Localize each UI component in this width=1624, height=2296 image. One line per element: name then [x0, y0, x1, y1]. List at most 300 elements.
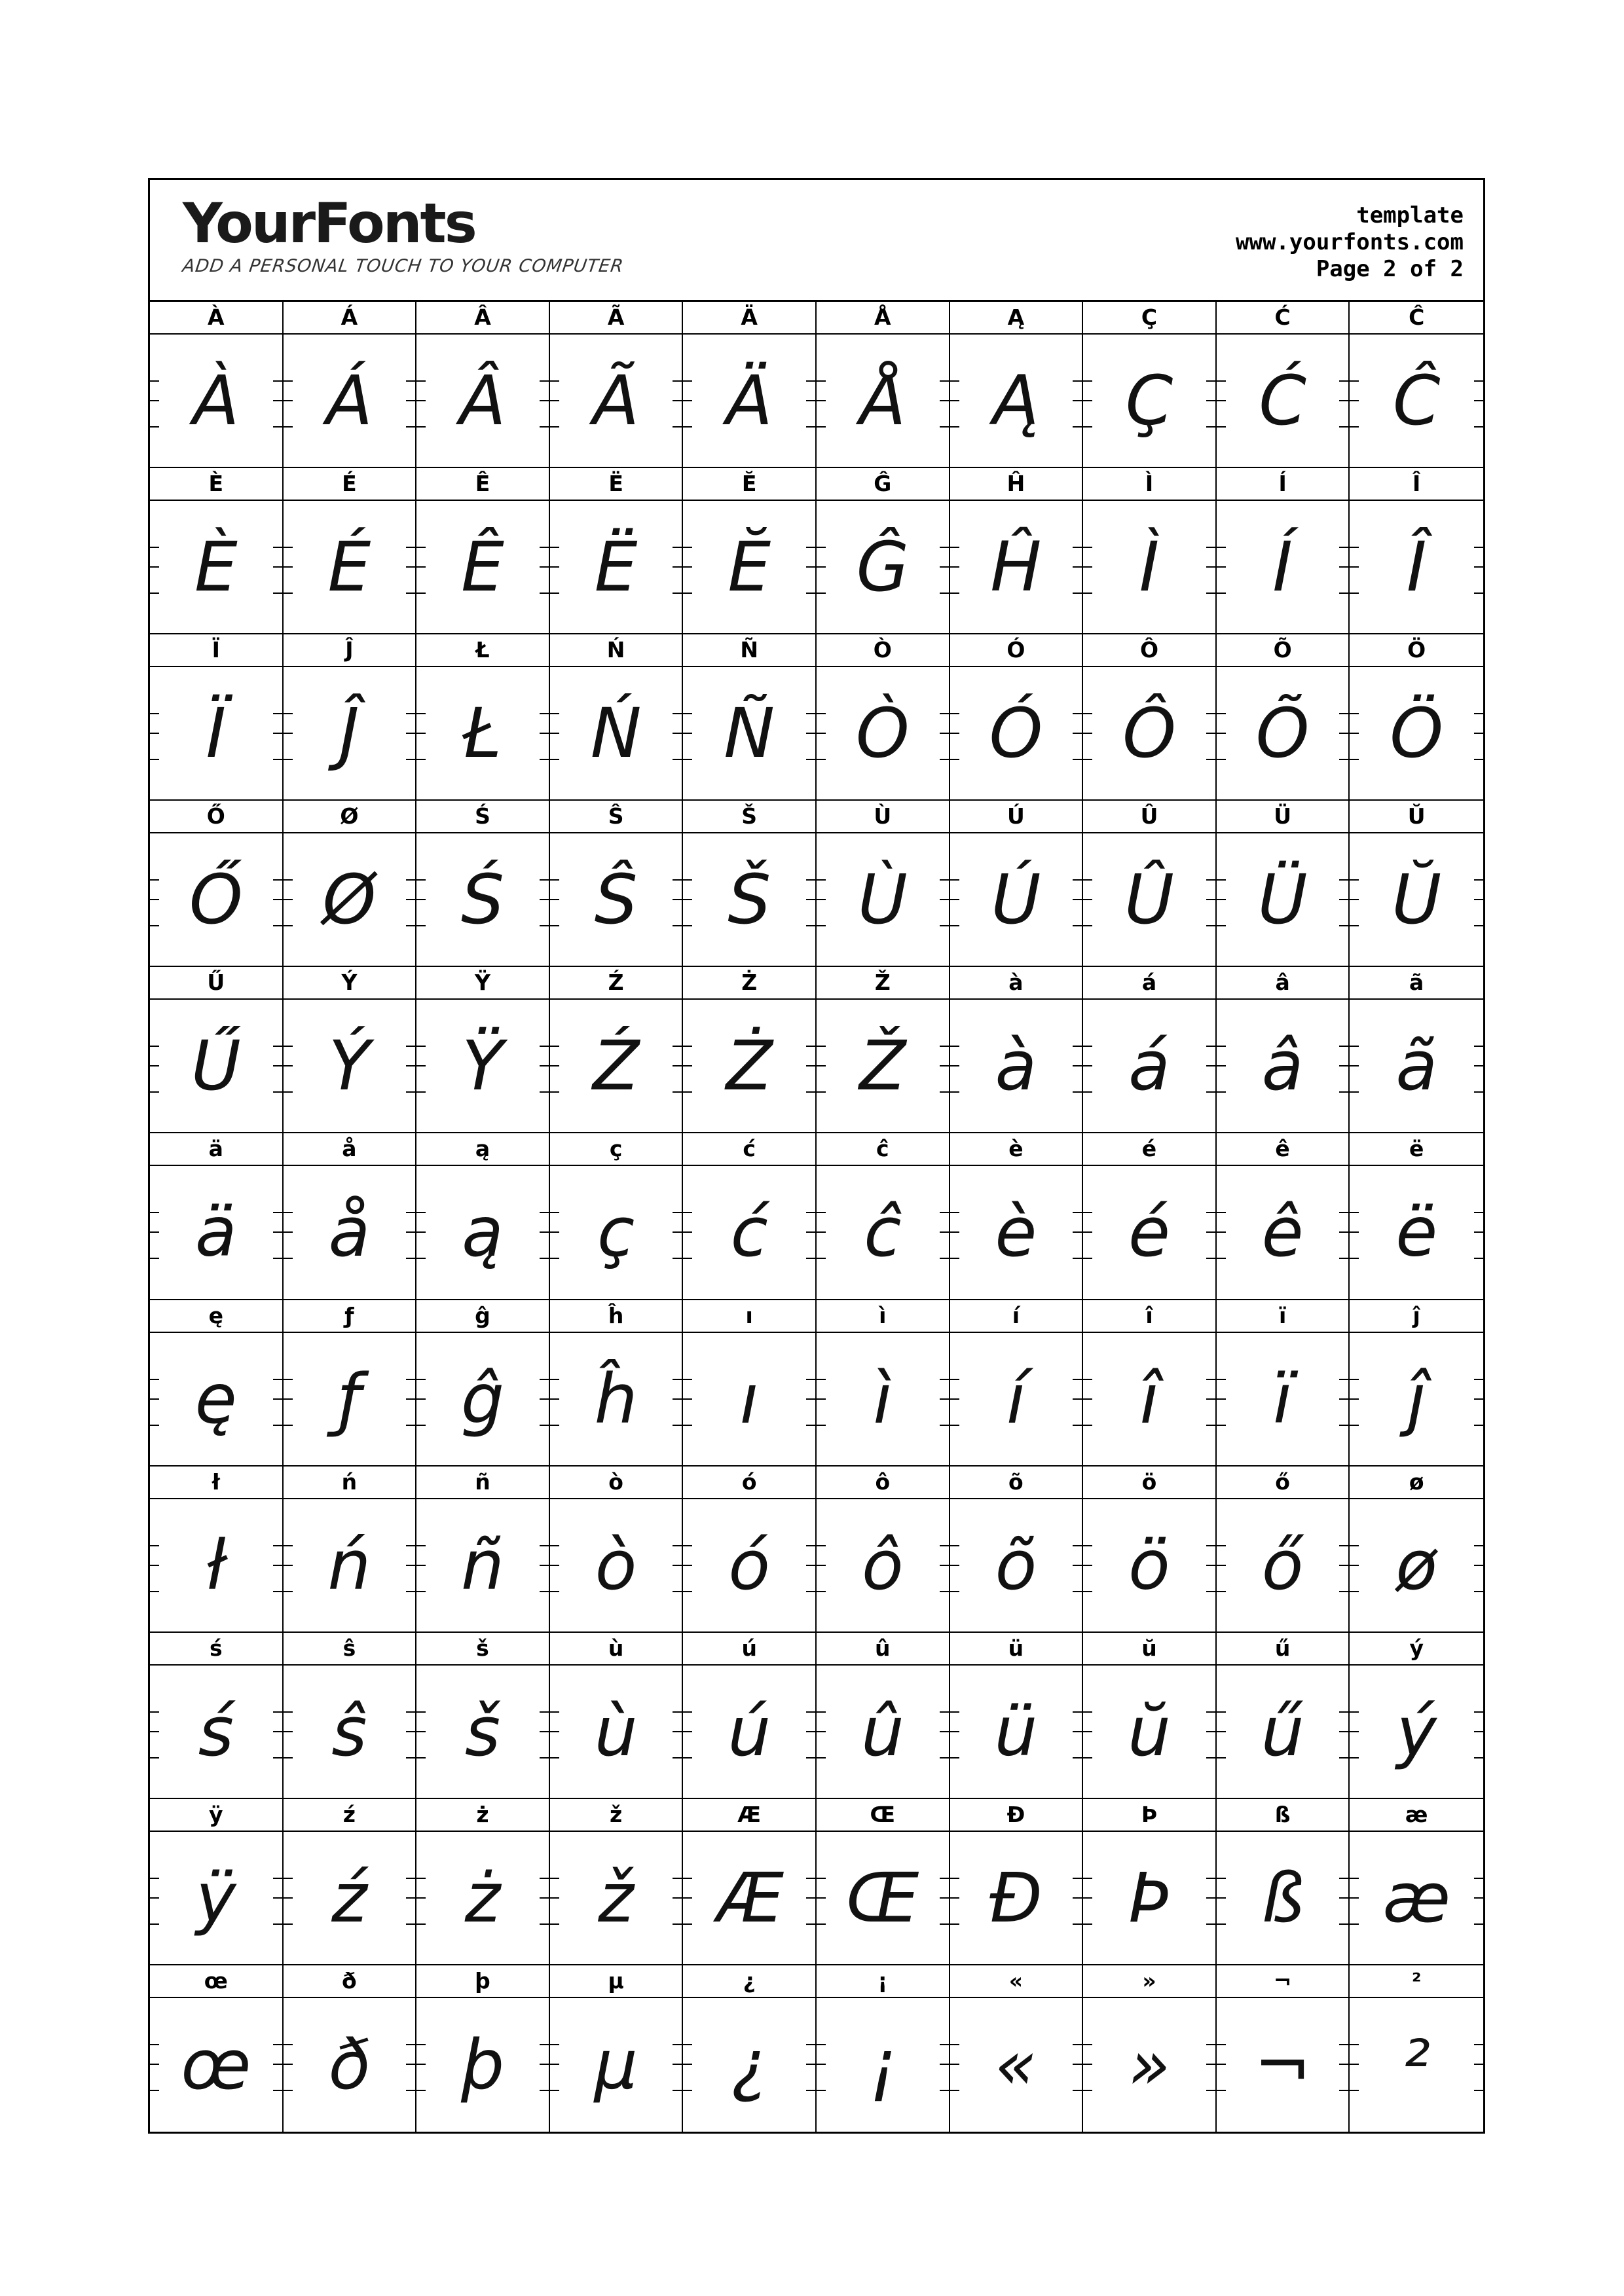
guide-tick	[1083, 1545, 1092, 1546]
character-glyph: Í	[1272, 527, 1293, 608]
guide-tick	[817, 1258, 826, 1259]
guide-tick	[683, 400, 692, 401]
guide-tick	[1474, 1065, 1483, 1066]
guide-tick	[673, 400, 682, 401]
guide-tick	[1083, 1878, 1092, 1879]
guide-tick	[683, 899, 692, 900]
guide-tick	[416, 1545, 426, 1546]
guide-tick	[1073, 566, 1082, 568]
guide-tick	[1474, 2064, 1483, 2065]
guide-tick	[1339, 1711, 1348, 1713]
guide-tick	[673, 1545, 682, 1546]
guide-tick	[1206, 1091, 1215, 1093]
guide-tick	[1350, 2090, 1359, 2091]
guide-tick	[1206, 899, 1215, 900]
guide-tick	[806, 899, 815, 900]
guide-tick	[673, 1897, 682, 1899]
character-label: ś	[150, 1633, 282, 1666]
character-label: Ĕ	[683, 468, 815, 501]
guide-tick	[150, 1379, 159, 1380]
guide-tick	[406, 566, 415, 568]
guide-tick	[817, 899, 826, 900]
guide-tick	[1073, 592, 1082, 594]
character-cell	[1083, 1799, 1217, 1965]
character-cell	[550, 634, 684, 801]
guide-tick	[683, 1897, 692, 1899]
guide-tick	[1217, 1565, 1226, 1566]
character-label: Ĉ	[1350, 302, 1483, 335]
character-cell	[550, 1799, 684, 1965]
guide-tick	[406, 1897, 415, 1899]
guide-tick	[550, 566, 559, 568]
guide-tick	[950, 1711, 959, 1713]
guide-tick	[550, 713, 559, 714]
guide-tick	[540, 713, 549, 714]
character-glyph: Ż	[726, 1026, 773, 1106]
guide-tick	[1217, 1231, 1226, 1233]
guide-tick	[1339, 1757, 1348, 1758]
guide-tick	[273, 1923, 282, 1925]
guide-tick	[273, 1757, 282, 1758]
guide-tick	[1073, 2090, 1082, 2091]
guide-tick	[673, 566, 682, 568]
guide-tick	[1206, 1757, 1215, 1758]
character-glyph: ź	[331, 1857, 367, 1938]
character-label: Š	[683, 801, 815, 833]
character-cell	[416, 634, 550, 801]
guide-tick	[540, 1711, 549, 1713]
guide-tick	[673, 1065, 682, 1066]
character-label: ñ	[416, 1467, 549, 1499]
character-cell	[950, 634, 1084, 801]
guide-tick	[817, 1231, 826, 1233]
guide-tick	[1339, 899, 1348, 900]
guide-tick	[284, 1897, 293, 1899]
character-label: É	[284, 468, 416, 501]
guide-tick	[150, 1091, 159, 1093]
guide-tick	[1206, 2044, 1215, 2045]
guide-tick	[284, 1046, 293, 1047]
guide-tick	[416, 2044, 426, 2045]
guide-tick	[683, 733, 692, 734]
guide-tick	[406, 1565, 415, 1566]
character-cell	[683, 302, 817, 468]
character-cell	[683, 634, 817, 801]
guide-tick	[273, 2090, 282, 2091]
guide-tick	[416, 1878, 426, 1879]
guide-tick	[806, 1591, 815, 1592]
guide-tick	[406, 899, 415, 900]
guide-tick	[683, 1212, 692, 1213]
character-cell	[950, 967, 1084, 1133]
character-label: Ž	[817, 967, 949, 1000]
character-label: Ż	[683, 967, 815, 1000]
character-label: ó	[683, 1467, 815, 1499]
character-cell	[150, 634, 284, 801]
guide-tick	[1474, 2044, 1483, 2045]
guide-tick	[550, 1757, 559, 1758]
character-cell	[284, 967, 417, 1133]
guide-tick	[150, 1591, 159, 1592]
guide-tick	[673, 1923, 682, 1925]
guide-tick	[1217, 592, 1226, 594]
guide-tick	[284, 713, 293, 714]
character-cell	[1350, 801, 1483, 967]
character-glyph: ĝ	[460, 1358, 504, 1439]
character-label: õ	[950, 1467, 1082, 1499]
guide-tick	[950, 1046, 959, 1047]
guide-tick	[273, 1231, 282, 1233]
guide-tick	[273, 1711, 282, 1713]
guide-tick	[273, 1379, 282, 1380]
guide-tick	[540, 1379, 549, 1380]
character-glyph: þ	[460, 2024, 504, 2105]
character-cell	[284, 1467, 417, 1633]
character-glyph: ø	[1395, 1525, 1438, 1605]
character-glyph: ő	[1261, 1525, 1304, 1605]
character-cell	[817, 1300, 950, 1467]
guide-tick	[550, 1878, 559, 1879]
guide-tick	[550, 1091, 559, 1093]
guide-tick	[950, 713, 959, 714]
character-glyph: Ś	[460, 860, 504, 940]
character-cell	[1083, 1965, 1217, 2132]
guide-tick	[1339, 759, 1348, 760]
guide-tick	[817, 733, 826, 734]
guide-tick	[550, 1231, 559, 1233]
character-label: ø	[1350, 1467, 1483, 1499]
character-glyph: ć	[730, 1192, 768, 1273]
guide-tick	[1350, 380, 1359, 382]
character-label: ŝ	[284, 1633, 416, 1666]
guide-tick	[817, 1591, 826, 1592]
guide-tick	[1083, 426, 1092, 428]
character-label: Ÿ	[416, 967, 549, 1000]
character-cell	[416, 1633, 550, 1799]
character-cell	[1217, 468, 1350, 634]
guide-tick	[940, 1878, 949, 1879]
guide-tick	[1339, 2064, 1348, 2065]
character-glyph: ó	[728, 1525, 771, 1605]
guide-tick	[1206, 2064, 1215, 2065]
character-glyph: ì	[873, 1358, 893, 1439]
guide-tick	[540, 547, 549, 548]
character-label: Đ	[950, 1799, 1082, 1832]
guide-tick	[940, 1258, 949, 1259]
character-label: ú	[683, 1633, 815, 1666]
guide-tick	[940, 1591, 949, 1592]
guide-tick	[273, 592, 282, 594]
character-glyph: ą	[462, 1192, 504, 1273]
guide-tick	[1217, 1923, 1226, 1925]
guide-tick	[683, 1046, 692, 1047]
guide-tick	[806, 566, 815, 568]
guide-tick	[950, 1591, 959, 1592]
guide-tick	[406, 400, 415, 401]
character-glyph: æ	[1382, 1857, 1450, 1938]
character-label: Ű	[150, 967, 282, 1000]
character-label: Ã	[550, 302, 682, 335]
guide-tick	[1217, 2090, 1226, 2091]
guide-tick	[673, 1379, 682, 1380]
guide-tick	[1217, 547, 1226, 548]
guide-tick	[1206, 1565, 1215, 1566]
character-glyph: ë	[1395, 1192, 1438, 1273]
guide-tick	[806, 1231, 815, 1233]
character-cell	[150, 1467, 284, 1633]
guide-tick	[673, 899, 682, 900]
guide-tick	[1474, 899, 1483, 900]
guide-tick	[1474, 1923, 1483, 1925]
character-glyph: Û	[1124, 860, 1175, 940]
template-label: template	[1356, 202, 1464, 228]
guide-tick	[273, 1065, 282, 1066]
character-label: ð	[284, 1965, 416, 1998]
character-cell	[550, 1965, 684, 2132]
guide-tick	[817, 2090, 826, 2091]
guide-tick	[540, 759, 549, 760]
guide-tick	[683, 879, 692, 881]
character-label: ź	[284, 1799, 416, 1832]
character-glyph: è	[995, 1192, 1037, 1273]
character-glyph: ƒ	[337, 1358, 361, 1439]
guide-tick	[1073, 380, 1082, 382]
guide-tick	[817, 1046, 826, 1047]
character-cell	[1217, 1467, 1350, 1633]
guide-tick	[806, 1878, 815, 1879]
guide-tick	[1350, 1231, 1359, 1233]
guide-tick	[406, 1065, 415, 1066]
guide-tick	[1217, 899, 1226, 900]
guide-tick	[284, 1545, 293, 1546]
guide-tick	[950, 1897, 959, 1899]
character-glyph: Î	[1406, 527, 1427, 608]
guide-tick	[1073, 1258, 1082, 1259]
character-cell	[950, 302, 1084, 468]
character-cell	[284, 1133, 417, 1300]
character-label: ê	[1217, 1133, 1349, 1166]
character-label: ű	[1217, 1633, 1349, 1666]
guide-tick	[1339, 566, 1348, 568]
character-label: Ç	[1083, 302, 1215, 335]
guide-tick	[1083, 1231, 1092, 1233]
guide-tick	[683, 1231, 692, 1233]
character-label: ã	[1350, 967, 1483, 1000]
guide-tick	[416, 1425, 426, 1426]
guide-tick	[1073, 1091, 1082, 1093]
guide-tick	[673, 1046, 682, 1047]
character-cell	[416, 1133, 550, 1300]
guide-tick	[950, 1923, 959, 1925]
guide-tick	[1217, 1878, 1226, 1879]
guide-tick	[273, 426, 282, 428]
character-glyph: ê	[1261, 1192, 1304, 1273]
guide-tick	[1350, 566, 1359, 568]
character-cell	[550, 1300, 684, 1467]
guide-tick	[817, 1379, 826, 1380]
guide-tick	[550, 592, 559, 594]
guide-tick	[1073, 713, 1082, 714]
guide-tick	[550, 1591, 559, 1592]
character-cell	[817, 302, 950, 468]
character-glyph: ž	[598, 1857, 634, 1938]
character-label: ô	[817, 1467, 949, 1499]
character-cell	[550, 468, 684, 634]
character-cell	[1083, 1300, 1217, 1467]
guide-tick	[1350, 1591, 1359, 1592]
character-label: À	[150, 302, 282, 335]
guide-tick	[406, 380, 415, 382]
guide-tick	[683, 1425, 692, 1426]
character-glyph: Ł	[463, 693, 502, 774]
character-glyph: Å	[859, 361, 906, 441]
guide-tick	[150, 1565, 159, 1566]
guide-tick	[406, 1923, 415, 1925]
guide-tick	[806, 759, 815, 760]
character-label: ù	[550, 1633, 682, 1666]
guide-tick	[273, 1545, 282, 1546]
character-label: î	[1083, 1300, 1215, 1333]
guide-tick	[1350, 713, 1359, 714]
guide-tick	[1206, 1046, 1215, 1047]
guide-tick	[673, 2090, 682, 2091]
guide-tick	[1350, 1923, 1359, 1925]
guide-tick	[406, 2044, 415, 2045]
guide-tick	[540, 1897, 549, 1899]
guide-tick	[940, 1046, 949, 1047]
guide-tick	[273, 1091, 282, 1093]
guide-tick	[1206, 1923, 1215, 1925]
guide-tick	[1350, 1897, 1359, 1899]
character-glyph: Ń	[590, 693, 642, 774]
guide-tick	[273, 879, 282, 881]
guide-tick	[1474, 713, 1483, 714]
character-label: Ź	[550, 967, 682, 1000]
character-glyph: À	[193, 361, 240, 441]
guide-tick	[1073, 1878, 1082, 1879]
guide-tick	[284, 1379, 293, 1380]
guide-tick	[406, 1731, 415, 1732]
guide-tick	[406, 426, 415, 428]
guide-tick	[284, 1425, 293, 1426]
guide-tick	[817, 1091, 826, 1093]
guide-tick	[940, 1545, 949, 1546]
guide-tick	[817, 1731, 826, 1732]
guide-tick	[273, 400, 282, 401]
guide-tick	[683, 925, 692, 926]
guide-tick	[1206, 1425, 1215, 1426]
guide-tick	[1350, 2064, 1359, 2065]
character-label: Å	[817, 302, 949, 335]
guide-tick	[1217, 1545, 1226, 1546]
guide-tick	[1083, 592, 1092, 594]
character-glyph: š	[464, 1691, 501, 1772]
guide-tick	[1206, 733, 1215, 734]
character-label: ¡	[817, 1965, 949, 1998]
guide-tick	[1206, 925, 1215, 926]
character-label: Â	[416, 302, 549, 335]
character-cell	[550, 967, 684, 1133]
guide-tick	[1339, 1923, 1348, 1925]
guide-tick	[1474, 1711, 1483, 1713]
guide-tick	[273, 1212, 282, 1213]
guide-tick	[673, 1731, 682, 1732]
guide-tick	[1217, 566, 1226, 568]
guide-tick	[817, 713, 826, 714]
guide-tick	[1217, 713, 1226, 714]
guide-tick	[550, 1923, 559, 1925]
character-label: ŭ	[1083, 1633, 1215, 1666]
guide-tick	[1474, 879, 1483, 881]
guide-tick	[673, 1212, 682, 1213]
guide-tick	[150, 1398, 159, 1400]
character-glyph: Ê	[461, 527, 504, 608]
guide-tick	[817, 759, 826, 760]
guide-tick	[1217, 1591, 1226, 1592]
character-label: Œ	[817, 1799, 949, 1832]
guide-tick	[1073, 899, 1082, 900]
guide-tick	[406, 547, 415, 548]
guide-tick	[416, 1379, 426, 1380]
guide-tick	[817, 2064, 826, 2065]
character-cell	[950, 1965, 1084, 2132]
guide-tick	[150, 1425, 159, 1426]
guide-tick	[940, 2090, 949, 2091]
guide-tick	[273, 733, 282, 734]
guide-tick	[150, 1923, 159, 1925]
guide-tick	[273, 2064, 282, 2065]
guide-tick	[1474, 1545, 1483, 1546]
character-cell	[950, 1467, 1084, 1633]
character-label: å	[284, 1133, 416, 1166]
guide-tick	[1083, 1212, 1092, 1213]
guide-tick	[406, 1212, 415, 1213]
guide-tick	[284, 733, 293, 734]
guide-tick	[1350, 400, 1359, 401]
guide-tick	[1206, 1379, 1215, 1380]
guide-tick	[1474, 400, 1483, 401]
guide-tick	[940, 547, 949, 548]
guide-tick	[540, 1878, 549, 1879]
guide-tick	[1339, 2090, 1348, 2091]
template-sheet	[148, 178, 1485, 2134]
character-cell	[683, 1467, 817, 1633]
guide-tick	[1350, 1046, 1359, 1047]
character-cell	[950, 801, 1084, 967]
guide-tick	[806, 2064, 815, 2065]
guide-tick	[1474, 733, 1483, 734]
character-label: Á	[284, 302, 416, 335]
guide-tick	[273, 547, 282, 548]
guide-tick	[1206, 1212, 1215, 1213]
character-glyph: Ò	[855, 693, 910, 774]
character-cell	[150, 801, 284, 967]
character-cell	[284, 1799, 417, 1965]
guide-tick	[540, 426, 549, 428]
character-label: ë	[1350, 1133, 1483, 1166]
guide-tick	[1083, 1398, 1092, 1400]
guide-tick	[1474, 592, 1483, 594]
guide-tick	[284, 1711, 293, 1713]
character-cell	[1217, 1300, 1350, 1467]
guide-tick	[284, 1757, 293, 1758]
character-glyph: Ć	[1259, 361, 1306, 441]
guide-tick	[284, 879, 293, 881]
character-label: ƒ	[284, 1300, 416, 1333]
guide-tick	[550, 1212, 559, 1213]
guide-tick	[806, 1711, 815, 1713]
guide-tick	[1350, 759, 1359, 760]
